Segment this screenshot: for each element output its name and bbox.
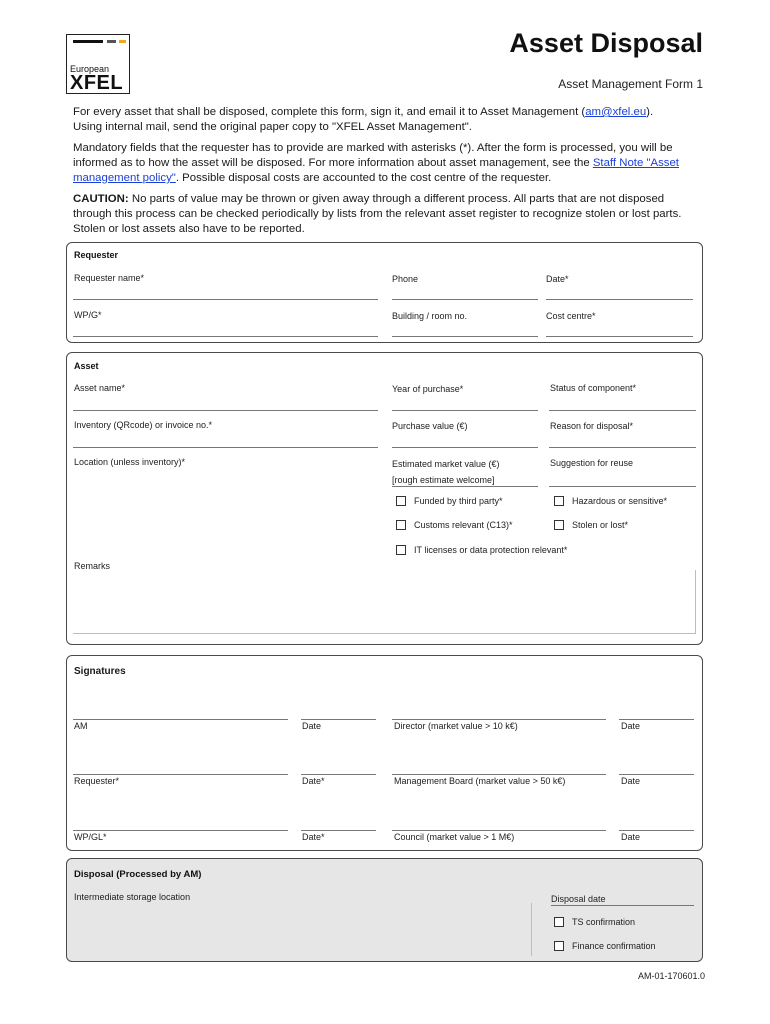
council-date-line[interactable] xyxy=(619,830,694,831)
remarks-field[interactable] xyxy=(73,570,696,634)
customs-checkbox[interactable] xyxy=(396,520,406,530)
reuse-label: Suggestion for reuse xyxy=(550,458,634,468)
inventory-field[interactable] xyxy=(73,447,378,448)
wpgl-signature-line[interactable] xyxy=(73,830,288,831)
council-signature-line[interactable] xyxy=(392,830,606,831)
director-date-label: Date xyxy=(621,721,641,731)
status-field[interactable] xyxy=(549,410,696,411)
requester-date-line[interactable] xyxy=(301,774,376,775)
intro-text: Mandatory fields that the requester has to provide are marked with asterisks (*). After the form is processed, you will be informed as to how the asset will be disposed. For more information about asset management, see the xyxy=(73,142,673,169)
intro-paragraph-2 xyxy=(73,141,703,186)
signatures-section xyxy=(66,655,703,851)
reason-label: Reason for disposal* xyxy=(550,421,634,431)
intro-paragraph-3 xyxy=(73,192,703,237)
purchase-value-field[interactable] xyxy=(392,447,538,448)
staff-note-link[interactable]: Staff Note "Asset management policy" xyxy=(73,157,679,184)
form-subtitle: Asset Management Form 1 xyxy=(558,77,703,91)
finance-checkbox[interactable] xyxy=(554,941,564,951)
status-label: Status of component* xyxy=(550,383,637,393)
finance-label: Finance confirmation xyxy=(572,941,656,951)
requester-section-title: Requester xyxy=(74,250,119,260)
customs-label: Customs relevant (C13)* xyxy=(414,520,513,530)
council-label: Council (market value > 1 M€) xyxy=(394,832,515,842)
director-signature-line[interactable] xyxy=(392,719,606,720)
signatures-section-title: Signatures xyxy=(74,666,126,677)
intro-text: . Possible disposal costs are accounted to the cost centre of the requester. xyxy=(175,172,552,184)
disposal-section-title: Disposal (Processed by AM) xyxy=(74,869,202,880)
reuse-field[interactable] xyxy=(549,486,696,487)
phone-field[interactable] xyxy=(392,299,538,300)
caution-label: CAUTION: xyxy=(73,193,129,205)
intro-text: For every asset that shall be disposed, complete this form, sign it, and email it to Asset Management ( xyxy=(73,106,586,118)
council-date-label: Date xyxy=(621,832,641,842)
it-label: IT licenses or data protection relevant* xyxy=(414,545,568,555)
cost-centre-label: Cost centre* xyxy=(546,311,596,321)
storage-field[interactable] xyxy=(73,903,532,956)
requester-sign-label: Requester* xyxy=(74,776,120,786)
requester-name-label: Requester name* xyxy=(74,273,145,283)
requester-name-field[interactable] xyxy=(73,299,378,300)
logo-bar-orange xyxy=(119,40,126,43)
storage-label: Intermediate storage location xyxy=(74,892,191,902)
disposal-date-label: Disposal date xyxy=(551,894,606,904)
wpg-label: WP/G* xyxy=(74,310,102,320)
email-link[interactable]: am@xfel.eu xyxy=(585,106,647,118)
logo-text-small: European xyxy=(70,64,110,74)
wpgl-date-line[interactable] xyxy=(301,830,376,831)
stolen-label: Stolen or lost* xyxy=(572,520,629,530)
board-date-label: Date xyxy=(621,776,641,786)
stolen-checkbox[interactable] xyxy=(554,520,564,530)
reason-field[interactable] xyxy=(549,447,696,448)
funded-label: Funded by third party* xyxy=(414,496,503,506)
requester-date-label: Date* xyxy=(302,776,325,786)
page-title: Asset Disposal xyxy=(509,28,703,58)
xfel-logo xyxy=(66,34,130,94)
phone-label: Phone xyxy=(392,274,419,284)
am-signature-line[interactable] xyxy=(73,719,288,720)
asset-section-title: Asset xyxy=(74,361,99,371)
market-value-label: Estimated market value (€) xyxy=(392,459,500,469)
caution-text: No parts of value may be thrown or given away through a different process. All parts that are not disposed through this process can be checked periodically by lists from the relevant asset register to recognize stolen or lost parts. Stolen or lost assets also have to be reported. xyxy=(73,193,682,235)
date-field[interactable] xyxy=(546,299,693,300)
logo-text-big: XFEL xyxy=(70,72,124,94)
board-label: Management Board (market value > 50 k€) xyxy=(394,776,566,786)
purchase-value-label: Purchase value (€) xyxy=(392,421,468,431)
intro-text: ). xyxy=(646,106,654,118)
director-date-line[interactable] xyxy=(619,719,694,720)
wpg-field[interactable] xyxy=(73,336,378,337)
wpgl-label: WP/GL* xyxy=(74,832,107,842)
market-value-note: [rough estimate welcome] xyxy=(392,475,495,485)
board-signature-line[interactable] xyxy=(392,774,606,775)
hazardous-label: Hazardous or sensitive* xyxy=(572,496,668,506)
remarks-label: Remarks xyxy=(74,561,111,571)
location-label: Location (unless inventory)* xyxy=(74,457,186,467)
building-label: Building / room no. xyxy=(392,311,468,321)
am-date-line[interactable] xyxy=(301,719,376,720)
intro-paragraph-1 xyxy=(73,105,703,135)
year-label: Year of purchase* xyxy=(392,384,464,394)
am-label: AM xyxy=(74,721,88,731)
logo-bar-grey xyxy=(107,40,116,43)
logo-bar-black xyxy=(73,40,103,43)
wpgl-date-label: Date* xyxy=(302,832,325,842)
director-label: Director (market value > 10 k€) xyxy=(394,721,518,731)
board-date-line[interactable] xyxy=(619,774,694,775)
hazardous-checkbox[interactable] xyxy=(554,496,564,506)
ts-checkbox[interactable] xyxy=(554,917,564,927)
form-code: AM-01-170601.0 xyxy=(637,971,705,981)
ts-label: TS confirmation xyxy=(572,917,636,927)
funded-checkbox[interactable] xyxy=(396,496,406,506)
market-value-field[interactable] xyxy=(392,486,538,487)
requester-section xyxy=(66,242,703,343)
intro-text: Using internal mail, send the original paper copy to "XFEL Asset Management". xyxy=(73,121,472,133)
asset-name-label: Asset name* xyxy=(74,383,126,393)
am-date-label: Date xyxy=(302,721,322,731)
disposal-date-field[interactable] xyxy=(551,905,694,906)
it-checkbox[interactable] xyxy=(396,545,406,555)
requester-signature-line[interactable] xyxy=(73,774,288,775)
inventory-label: Inventory (QRcode) or invoice no.* xyxy=(74,420,213,430)
location-field[interactable] xyxy=(73,470,378,550)
asset-name-field[interactable] xyxy=(73,410,378,411)
cost-centre-field[interactable] xyxy=(546,336,693,337)
date-label: Date* xyxy=(546,274,569,284)
year-field[interactable] xyxy=(392,410,538,411)
building-field[interactable] xyxy=(392,336,538,337)
